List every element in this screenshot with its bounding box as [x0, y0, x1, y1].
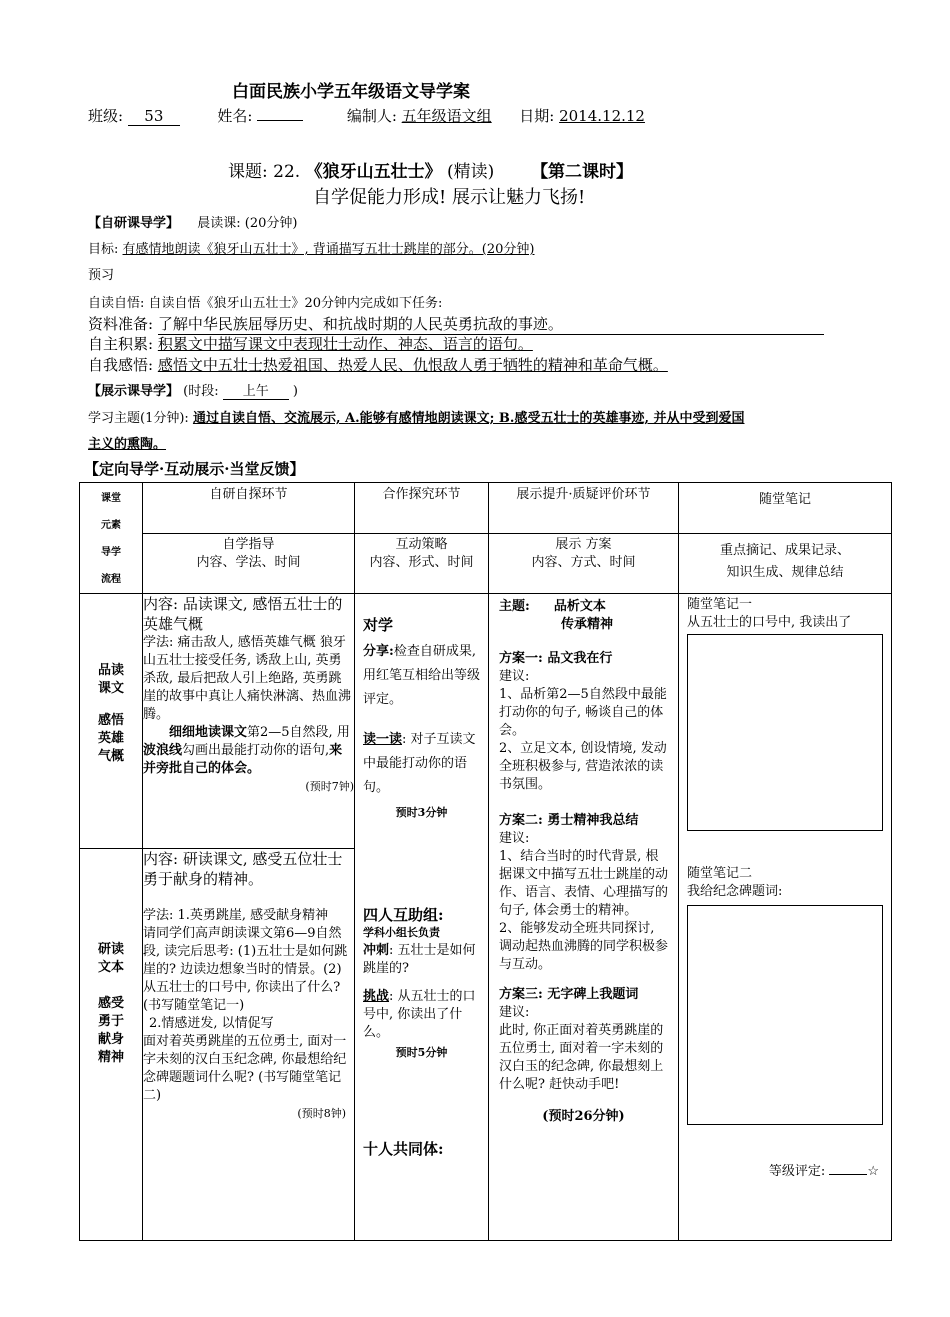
r2-method-2-body: 面对着英勇跳崖的五位勇士, 面对一字未刻的汉白玉纪念碑, 你最想给纪念碑题题词什么呢? (书写随堂笔记二) [143, 1034, 347, 1103]
r1-read-bold2: 来并旁批自己的体会。 [143, 743, 343, 776]
date-value: 2014.12.12 [559, 107, 645, 125]
corner-line-4: 流程 [101, 574, 121, 585]
row1-label-6: 气概 [97, 749, 124, 764]
show-header-line [88, 380, 298, 400]
r2-method-2: 2.情感迸发, 以情促写 [149, 1016, 274, 1031]
r1-read [143, 724, 354, 778]
accumulate-text: 积累文中描写课文中表现壮士动作、神态、语言的语句。 [157, 335, 533, 353]
grade-star-icon: ☆ [867, 1164, 879, 1179]
self-study-header: 【自研课导学】 [88, 216, 180, 231]
r1-read-b: 勾画出最能打动你的语句, [182, 743, 330, 758]
r1-read-wave: 波浪线 [143, 743, 183, 758]
subheader-notes-line2: 知识生成、规律总结 [726, 565, 844, 581]
plan2-item-1: 1、结合当时的时代背景, 根据课文中描写五壮士跳崖的动作、语言、表情、心理描写的句子, 体会勇士的精神。 [499, 849, 669, 918]
plan2-suggest: 建议: [499, 831, 530, 846]
subheader-coop [355, 534, 489, 594]
class-value: 53 [128, 107, 180, 126]
section-title: 【定向导学·互动展示·当堂反馈】 [84, 460, 305, 478]
challenge-label: 挑战 [363, 989, 390, 1004]
grade-blank[interactable] [829, 1174, 867, 1175]
display-theme [499, 598, 668, 616]
r1-read-bold: 细细地读课文 [169, 725, 248, 740]
display-theme-1: 品析文本 [553, 599, 606, 614]
editor-value: 五年级语文组 [401, 107, 492, 125]
date-label: 日期: [519, 107, 555, 125]
display-cell [489, 594, 679, 1241]
reflect-text: 感悟文中五壮士热爱祖国、热爱人民、仇恨敌人勇于牺牲的精神和革命气概。 [157, 356, 668, 374]
plan3-text: 此时, 你正面对着英勇跳崖的五位勇士, 面对着一字未刻的汉白玉的纪念碑, 你最想刻上什么呢? 赶快动手吧! [499, 1023, 664, 1092]
corner-line-2: 元素 [101, 520, 121, 531]
row1-label-2: 课文 [97, 681, 124, 696]
plan1-item-1: 1、品析第2—5自然段中最能打动你的句子, 畅谈自己的体会。 [499, 687, 667, 738]
r2-content: 内容: 研读课文, 感受五位壮士勇于献身的精神。 [143, 850, 343, 888]
subheader-self-study-desc: 内容、学法、时间 [196, 555, 301, 571]
row1-label-gap [80, 698, 142, 712]
row1-label-1: 品读 [97, 663, 124, 678]
plan2-item-2: 2、能够发动全班共同探讨, 调动起热血沸腾的同学积极参与互动。 [499, 921, 669, 972]
show-time-close: ) [292, 384, 298, 399]
lesson-type: (精读) [446, 162, 495, 182]
prep-text: 了解中华民族屈辱历史、和抗战时期的人民英勇抗敌的事迹。 [158, 313, 824, 335]
row2-label-1: 研读 [97, 942, 124, 957]
goal-label: 目标: [88, 242, 119, 257]
notes-cell [679, 594, 892, 1241]
read-label: 读一读 [363, 732, 403, 747]
info-line [88, 105, 645, 126]
r2-time: (预时8钟) [297, 1107, 346, 1120]
row-label-read [80, 594, 143, 849]
note2-title: 随堂笔记二 [687, 866, 753, 881]
plan3-suggest: 建议: [499, 1005, 530, 1020]
r1-content: 内容: 品读课文, 感悟五壮士的英雄气概 [143, 595, 343, 633]
r1-time: (预时7钟) [305, 780, 354, 793]
slogan: 自学促能力形成! 展示让魅力飞扬! [313, 187, 586, 208]
charge-label: 冲刺 [363, 943, 390, 958]
grade-label: 等级评定: [768, 1164, 826, 1179]
read-block [363, 728, 480, 800]
r2-method-1-body: 请同学们高声朗读课文第6—9自然段, 读完后思考: (1)五壮士是如何跳崖的? 边读边想象当时的情景。(2)从五壮士的口号中, 你读出了什么? (书写随堂笔记一) [143, 926, 348, 1013]
row2-label-2: 文本 [97, 960, 124, 975]
accumulate-label: 自主积累: [88, 335, 154, 353]
plan2-title: 方案二: 勇士精神我总结 [499, 813, 639, 828]
corner-cell [80, 483, 143, 594]
share-label: 分享: [363, 644, 394, 659]
lesson-prefix: 课题: 22. [228, 162, 301, 182]
subheader-self-study [143, 534, 355, 594]
theme-label: 学习主题(1分钟): [88, 411, 189, 426]
self-study-cell-2 [143, 849, 355, 1241]
note2-box[interactable] [687, 905, 883, 1125]
row1-label-4: 感悟 [97, 713, 124, 728]
r1-method: 学法: 痛击敌人, 感悟英雄气概 狼牙山五壮士接受任务, 诱敌上山, 英勇杀敌, 最后把敌人引上绝路, 英勇跳崖的故事中真让人痛快淋漓、热血沸腾。 [143, 635, 352, 722]
subheader-self-study-title: 自学指导 [222, 537, 275, 553]
prep-item [88, 313, 824, 335]
r1-read-a: 第2—5自然段, 用 [247, 725, 350, 740]
header-coop: 合作探究环节 [355, 483, 489, 534]
accumulate-item [88, 333, 533, 354]
share-block [363, 640, 480, 712]
goal-text: 有感情地朗读《狼牙山五壮士》, 背诵描写五壮士跳崖的部分。(20分钟) [122, 242, 535, 257]
grade-line [687, 1163, 883, 1181]
challenge-block [363, 988, 480, 1042]
corner-line-3: 导学 [101, 547, 121, 558]
plan3-title: 方案三: 无字碑上我题词 [499, 987, 639, 1002]
theme-line-1 [88, 407, 745, 426]
subheader-coop-title: 互动策略 [395, 537, 448, 553]
theme-text-1: 通过自读自悟、交流展示, A.能够有感情地朗读课文; B.感受五壮士的英雄事迹, 并从中受到爱国 [192, 411, 745, 426]
note2-prompt: 我给纪念碑题词: [687, 884, 783, 899]
prep-label: 资料准备: [88, 315, 154, 333]
pair-title: 对学 [363, 616, 394, 634]
lesson-name: 《狼牙山五壮士》 [305, 162, 442, 182]
task-line: 自读自悟: 自读自悟《狼牙山五壮士》20分钟内完成如下任务: [88, 296, 443, 311]
subheader-coop-desc: 内容、形式、时间 [369, 555, 474, 571]
lesson-line [228, 157, 633, 182]
subheader-display [489, 534, 679, 594]
corner-line-1: 课堂 [101, 493, 121, 504]
goal-line [88, 238, 534, 257]
row1-label-5: 英雄 [97, 731, 124, 746]
class-label: 班级: [88, 107, 124, 125]
display-time: (预时26分钟) [542, 1109, 625, 1124]
charge-text: : 五壮士是如何跳崖的? [363, 943, 476, 976]
self-study-cell-1 [143, 594, 355, 849]
show-time-value: 上午 [223, 380, 289, 400]
lesson-period: 【第二课时】 [531, 162, 634, 182]
header-self-study: 自研自探环节 [143, 483, 355, 534]
editor-label: 编制人: [346, 107, 397, 125]
r2-method-1: 学法: 1.英勇跳崖, 感受献身精神 [143, 908, 329, 923]
show-header: 【展示课导学】 [88, 384, 180, 399]
coop-cell [355, 594, 489, 1241]
row2-label-5: 勇于 [97, 1014, 124, 1029]
ten-title: 十人共同体: [363, 1140, 444, 1158]
challenge-text: : 从五壮士的口号中, 你读出了什么。 [363, 989, 476, 1040]
subheader-notes-line1: 重点摘记、成果记录、 [719, 543, 850, 559]
plan1-suggest: 建议: [499, 669, 530, 684]
plan1-title: 方案一: 品文我在行 [499, 651, 613, 666]
guide-table [79, 482, 892, 1241]
name-label: 姓名: [217, 107, 253, 125]
row2-label-7: 精神 [97, 1050, 124, 1065]
note1-box[interactable] [687, 634, 883, 831]
reflect-label: 自我感悟: [88, 356, 154, 374]
header-notes: 随堂笔记 [679, 483, 892, 534]
note1-title: 随堂笔记一 [687, 597, 753, 612]
document-title: 白面民族小学五年级语文导学案 [232, 82, 470, 102]
group-note: 学科小组长负责 [363, 926, 440, 939]
self-study-header-line [88, 212, 298, 231]
read-text: : 对子互读文中最能打动你的语句。 [363, 732, 476, 795]
coop-time-1: 预时3分钟 [395, 806, 448, 819]
subheader-display-desc: 内容、方式、时间 [531, 555, 636, 571]
plan1-item-2: 2、立足文本, 创设情境, 发动全班积极参与, 营造浓浓的读书氛围。 [499, 741, 667, 792]
reflect-item [88, 354, 668, 375]
note1-prompt: 从五壮士的口号中, 我读出了 [687, 615, 852, 630]
display-theme-label: 主题: [499, 599, 530, 614]
charge-block [363, 942, 480, 978]
row2-label-4: 感受 [97, 996, 124, 1011]
preview-label: 预习 [88, 268, 115, 283]
morning-reading: 晨读课: (20分钟) [197, 216, 298, 231]
subheader-display-title: 展示 方案 [555, 537, 612, 553]
row-label-study [80, 849, 143, 1241]
show-time-label: (时段: [183, 384, 219, 399]
row2-label-6: 献身 [97, 1032, 124, 1047]
name-value [257, 120, 303, 121]
coop-time-2: 预时5分钟 [395, 1046, 448, 1059]
display-theme-2: 传承精神 [561, 617, 614, 632]
header-display: 展示提升·质疑评价环节 [489, 483, 679, 534]
subheader-notes [679, 534, 892, 594]
group-title: 四人互助组: [363, 906, 444, 924]
theme-text-2: 主义的熏陶。 [88, 437, 167, 452]
row2-label-gap [80, 977, 142, 995]
share-text: 检查自研成果, 用红笔互相给出等级评定。 [363, 644, 481, 707]
